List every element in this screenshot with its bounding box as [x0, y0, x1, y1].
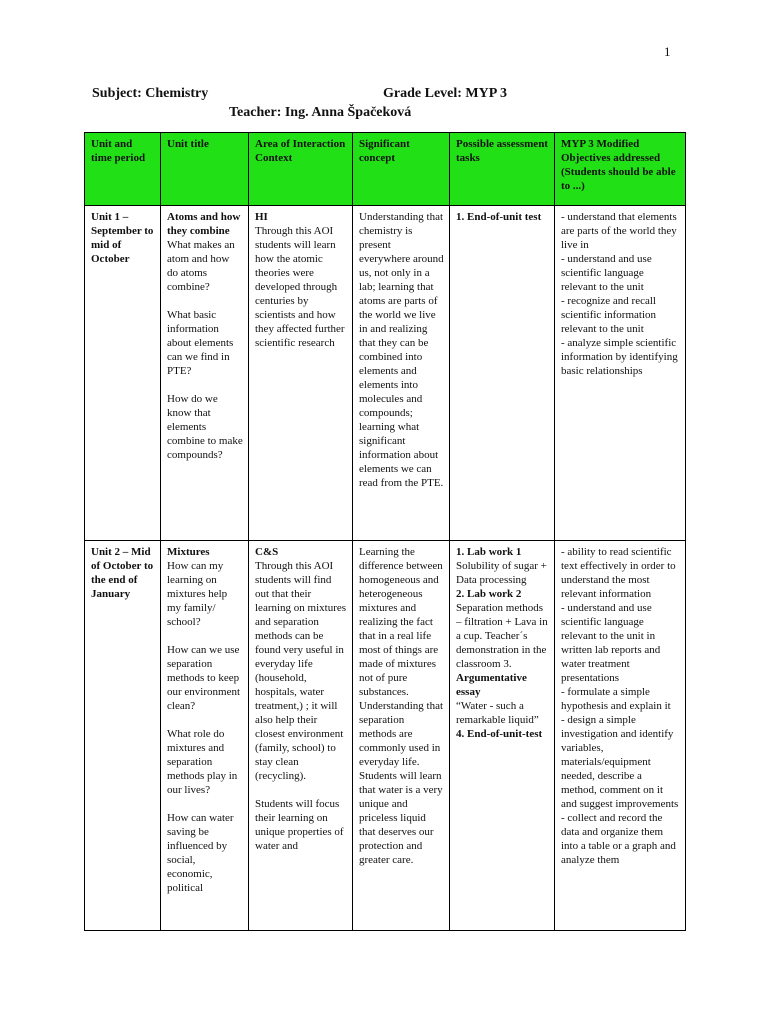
column-header-area-of-interaction: Area of Interaction Context: [249, 133, 353, 206]
aoi-description: Through this AOI students will learn how the atomic theories were developed through centuries by scientists and how they affected further scientific research: [255, 225, 345, 349]
table-row: [85, 541, 686, 931]
subject-heading: Subject: Chemistry: [92, 86, 209, 101]
table-row: [85, 206, 686, 541]
assessment-task-label: 1. Lab work 1: [456, 546, 522, 558]
guiding-question: How do we know that elements combine to make compounds?: [167, 393, 243, 461]
assessment-task-text: Separation methods – filtration + Lava in a cup. Teacher´s demonstration in the classroom 3.: [456, 602, 548, 670]
column-header-unit-period: Unit and time period: [85, 133, 161, 206]
grade-level-heading: Grade Level: MYP 3: [383, 86, 508, 101]
guiding-question: How can water saving be influenced by social, economic, political: [167, 812, 234, 894]
unit-period-cell: Unit 1 – September to mid of October: [85, 206, 161, 541]
objective-item: - understand that elements are parts of the world they live in: [561, 211, 677, 251]
unit-title-cell: [161, 206, 249, 541]
assessment-cell: 1. End-of-unit test: [450, 206, 555, 541]
aoi-cell: [249, 206, 353, 541]
objective-item: - collect and record the data and organize them into a table or a graph and analyze them: [561, 812, 676, 866]
aoi-description: Students will focus their learning on unique properties of water and: [255, 798, 344, 852]
objective-item: - understand and use scientific language relevant to the unit: [561, 253, 652, 293]
objective-item: - ability to read scientific text effectively in order to understand the most relevant information: [561, 546, 676, 600]
assessment-task-label: Argumentative essay: [456, 672, 527, 698]
objective-item: - formulate a simple hypothesis and explain it: [561, 686, 671, 712]
objective-item: - understand and use scientific language relevant to the unit in written lab reports and water treatment presentations: [561, 602, 661, 684]
aoi-label: C&S: [255, 546, 279, 558]
guiding-question: How can we use separation methods to keep our environment clean?: [167, 644, 241, 712]
significant-concept-cell: Learning the difference between homogeneous and heterogeneous mixtures and realizing the fact that in a real life most of things are made of mixtures not of pure substances. Understanding that separation methods are commonly used in everyday life. Students will learn that water is a very unique and priceless liquid that deserves our protection and greater care.: [353, 541, 450, 931]
objective-item: - analyze simple scientific information by identifying basic relationships: [561, 337, 678, 377]
guiding-question: How can my learning on mixtures help my family/ school?: [167, 560, 228, 628]
assessment-task-label: 2. Lab work 2: [456, 588, 522, 600]
aoi-label: HI: [255, 211, 268, 223]
unit-title: Atoms and how they combine: [167, 211, 241, 237]
aoi-description: Through this AOI students will find out that their learning on mixtures and separation methods can be found very useful in everyday life (household, hospitals, water treatment,) ; it will also help their closest environment (family, school) to stay clean (recycling).: [255, 560, 347, 782]
guiding-question: What basic information about elements can we find in PTE?: [167, 309, 234, 377]
column-header-objectives: MYP 3 Modified Objectives addressed (Students should be able to ...): [555, 133, 686, 206]
assessment-task-text: “Water - such a remarkable liquid”: [456, 700, 539, 726]
unit-period-cell: Unit 2 – Mid of October to the end of January: [85, 541, 161, 931]
objectives-cell: [555, 206, 686, 541]
assessment-cell: [450, 541, 555, 931]
objective-item: - recognize and recall scientific information relevant to the unit: [561, 295, 656, 335]
significant-concept-cell: Understanding that chemistry is present everywhere around us, not only in a lab; learning that atoms are parts of the world we live in and realizing that they can be combined into elements and elements into molecules and compounds; learning what significant information about elements we can read from the PTE.: [353, 206, 450, 541]
teacher-heading: Teacher: Ing. Anna Špačeková: [229, 105, 412, 120]
unit-title-cell: [161, 541, 249, 931]
table-header-row: [85, 133, 686, 206]
aoi-cell: [249, 541, 353, 931]
column-header-significant-concept: Significant concept: [353, 133, 450, 206]
guiding-question: What role do mixtures and separation methods play in our lives?: [167, 728, 238, 796]
unit-plan-table: [84, 132, 686, 931]
unit-title: Mixtures: [167, 546, 210, 558]
column-header-unit-title: Unit title: [161, 133, 249, 206]
assessment-task-label: 4. End-of-unit-test: [456, 728, 543, 740]
objective-item: - design a simple investigation and identify variables, materials/equipment needed, describe a method, comment on it and suggest improvements: [561, 714, 679, 810]
assessment-task-text: Solubility of sugar + Data processing: [456, 560, 547, 586]
column-header-assessment-tasks: Possible assessment tasks: [450, 133, 555, 206]
guiding-question: What makes an atom and how do atoms combine?: [167, 239, 235, 293]
page-number: 1: [664, 44, 671, 59]
objectives-cell: [555, 541, 686, 931]
